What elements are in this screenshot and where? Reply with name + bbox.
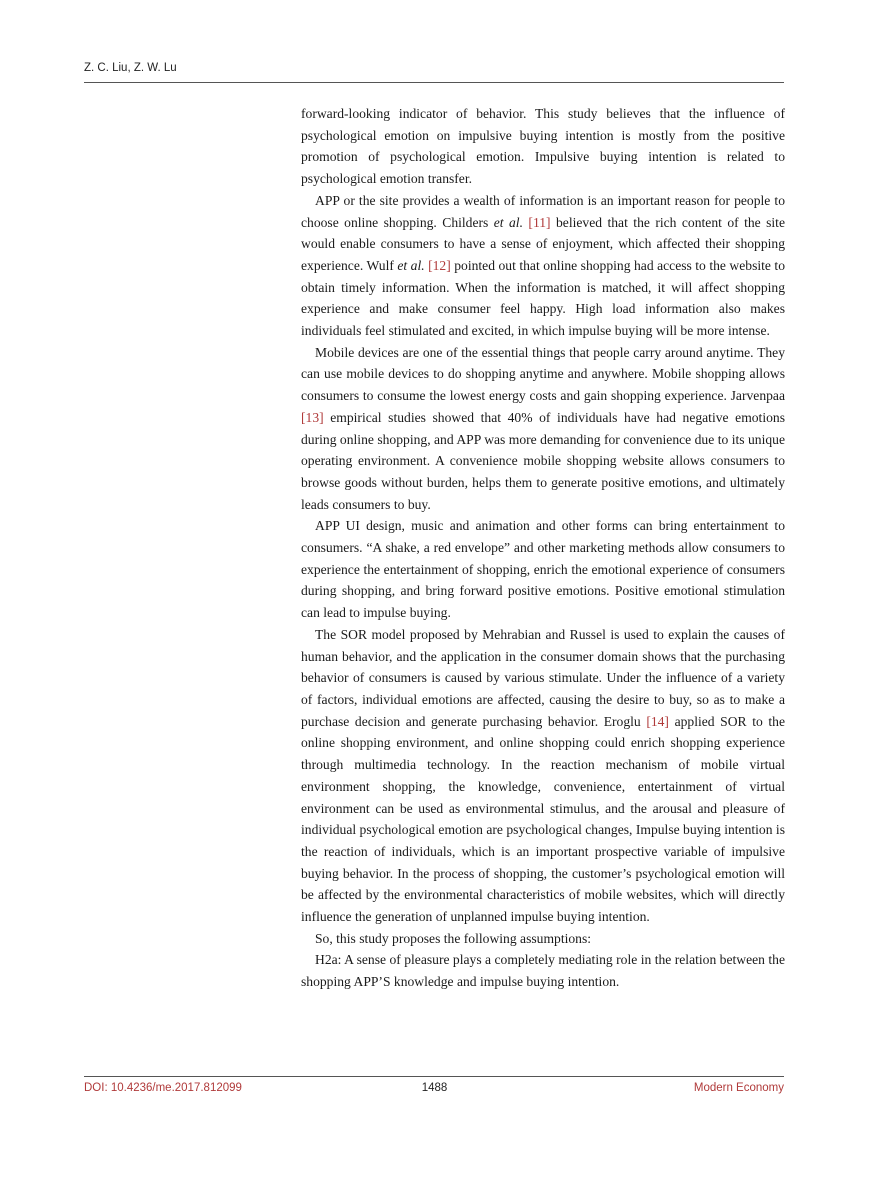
text-run: believed that the rich content of the site would enable consumers to have a sense of enjoyment, which affected their shopping experience. Wulf (301, 214, 785, 273)
text-run: APP UI design, music and animation and other forms can bring entertainment to consumers. “A shake, a red envelope” and other marketing methods allow consumers to experience the entertainment of shopping, enrich the emotional experience of consumers during shopping, and bring forward positive emotions. Positive emotional stimulation can lead to impulse buying. (301, 518, 785, 621)
italic-text: et al. (397, 257, 425, 273)
paragraph (301, 624, 785, 928)
citation-link[interactable]: [14] (646, 713, 669, 729)
page-number: 1488 (421, 1082, 448, 1094)
citation-link[interactable]: [12] (428, 257, 451, 273)
citation-link[interactable]: [13] (301, 409, 324, 425)
paragraph (301, 190, 785, 342)
body-text (301, 103, 785, 993)
footer-doi[interactable]: DOI: 10.4236/me.2017.812099 (84, 1082, 242, 1094)
text-run: The SOR model proposed by Mehrabian and Russel is used to explain the causes of human behavior, and the application in the consumer domain shows that the purchasing behavior of consumers is caused by various stimulate. Under the influence of a variety of factors, individual emotions are affected, causing the desire to buy, so as to make a purchase decision and generate purchasing behavior. Eroglu (301, 626, 785, 729)
header-rule (84, 82, 784, 83)
text-run: empirical studies showed that 40% of individuals have had negative emotions during online shopping, and APP was more demanding for convenience due to its unique operating environment. A convenience mobile shopping website allows consumers to browse goods without burden, helps them to generate positive emotions, and ultimately leads consumers to buy. (301, 409, 785, 512)
text-run: pointed out that online shopping had access to the website to obtain timely information. When the information is matched, it will affect shopping experience and make consumer feel happy. High load information also makes individuals feel stimulated and excited, in which impulse buying will be more intense. (301, 257, 785, 339)
footer-rule (84, 1076, 784, 1077)
paragraph (301, 515, 785, 624)
footer-journal-name[interactable]: Modern Economy (693, 1082, 784, 1094)
italic-text: et al. (493, 214, 523, 230)
text-run: Mobile devices are one of the essential things that people carry around anytime. They can use mobile devices to do shopping anytime and anywhere. Mobile shopping allows consumers to consume the lowest energy costs and gain shopping experience. Jarvenpaa (301, 344, 785, 404)
paragraph (301, 949, 785, 992)
text-run: So, this study proposes the following assumptions: (315, 930, 592, 946)
text-run: forward-looking indicator of behavior. This study believes that the influence of psychological emotion on impulsive buying intention is mostly from the positive promotion of psychological emotion. Impulsive buying intention is related to psychological emotion transfer. (301, 106, 785, 187)
text-run: applied SOR to the online shopping environment, and online shopping could enrich shopping experience through multimedia technology. In the reaction mechanism of mobile virtual environment shopping, the knowledge, convenience, entertainment of virtual environment can be used as environmental stimulus, and the arousal and pleasure of individual psychological emotion are psychological changes, Impulse buying intention is the reaction of individuals, which is an important prospective variable of impulsive buying behavior. In the process of shopping, the customer’s psychological emotion will be affected by the environmental characteristics of mobile websites, which will directly influence the generation of unplanned impulse buying intention. (301, 713, 785, 925)
running-head-authors: Z. C. Liu, Z. W. Lu (84, 62, 177, 74)
paragraph (301, 928, 785, 950)
text-run: APP or the site provides a wealth of information is an important reason for people to choose online shopping. Childers (301, 192, 785, 230)
citation-link[interactable]: [11] (528, 214, 551, 230)
paragraph (301, 103, 785, 190)
text-run: H2a: A sense of pleasure plays a completely mediating role in the relation between the shopping APP’S knowledge and impulse buying intention. (301, 952, 785, 990)
paragraph (301, 342, 785, 516)
